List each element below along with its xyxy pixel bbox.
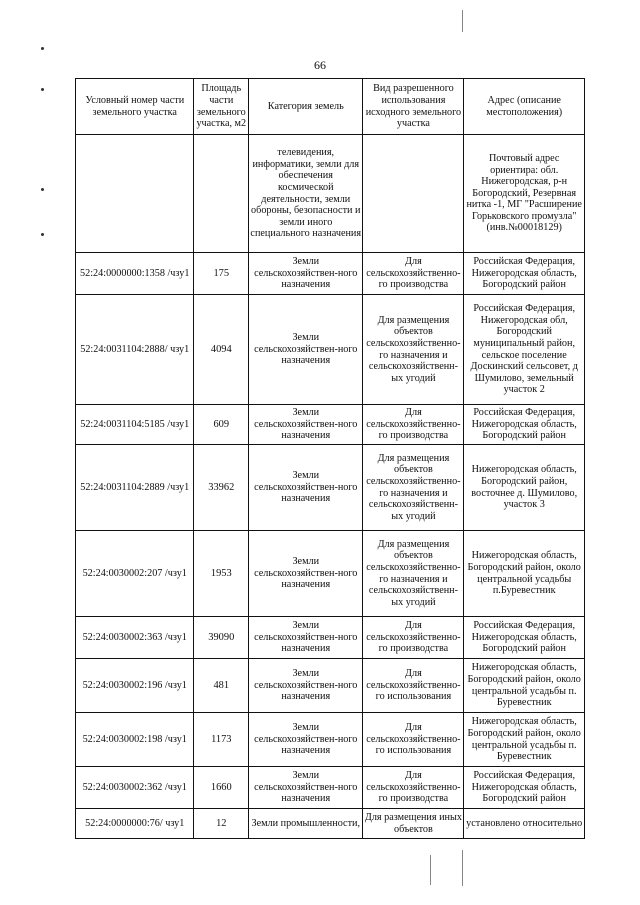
cell-permitted-use: Для сельскохозяйственно-го производства xyxy=(363,405,464,445)
cell-land-category: Земли сельскохозяйствен-ного назначения xyxy=(249,405,363,445)
cell-area: 1173 xyxy=(194,713,249,767)
cell-land-category: Земли сельскохозяйствен-ного назначения xyxy=(249,445,363,531)
cell-land-category: телевидения, информатики, земли для обеспечения космической деятельности, земли обороны, безопасности и земли иного специального назначения xyxy=(249,135,363,253)
cell-land-category: Земли сельскохозяйствен-ного назначения xyxy=(249,713,363,767)
cell-permitted-use: Для сельскохозяйственно-го производства xyxy=(363,253,464,295)
table-row xyxy=(76,809,585,839)
cell-address: Российская Федерация, Нижегородская область, Богородский район xyxy=(464,767,585,809)
table-row xyxy=(76,295,585,405)
cell-area: 4094 xyxy=(194,295,249,405)
cell-area: 39090 xyxy=(194,617,249,659)
cell-cadastral-number: 52:24:0031104:2888/ чзу1 xyxy=(76,295,194,405)
cell-address: Нижегородская область, Богородский район, около центральной усадьбы п. Буревестник xyxy=(464,713,585,767)
cell-permitted-use: Для сельскохозяйственно-го использования xyxy=(363,659,464,713)
cell-permitted-use: Для размещения объектов сельскохозяйственно-го назначения и сельскохозяйственн-ых угодий xyxy=(363,295,464,405)
cell-area xyxy=(194,135,249,253)
cell-cadastral-number: 52:24:0031104:5185 /чзу1 xyxy=(76,405,194,445)
cell-cadastral-number: 52:24:0030002:207 /чзу1 xyxy=(76,531,194,617)
header-cadastral-number: Условный номер части земельного участка xyxy=(76,79,194,135)
land-plots-table xyxy=(75,78,585,839)
cell-land-category: Земли сельскохозяйствен-ного назначения xyxy=(249,531,363,617)
table-row xyxy=(76,617,585,659)
cell-land-category: Земли сельскохозяйствен-ного назначения xyxy=(249,659,363,713)
cell-area: 1660 xyxy=(194,767,249,809)
cell-permitted-use xyxy=(363,135,464,253)
scan-dot xyxy=(41,47,44,50)
scan-speck xyxy=(462,10,463,32)
cell-area: 1953 xyxy=(194,531,249,617)
cell-area: 609 xyxy=(194,405,249,445)
cell-address: Нижегородская область, Богородский район, около центральной усадьбы п.Буревестник xyxy=(464,531,585,617)
table-row xyxy=(76,253,585,295)
cell-land-category: Земли сельскохозяйствен-ного назначения xyxy=(249,253,363,295)
cell-cadastral-number: 52:24:0030002:362 /чзу1 xyxy=(76,767,194,809)
cell-area: 175 xyxy=(194,253,249,295)
cell-address: Российская Федерация, Нижегородская обл, Богородский муниципальный район, сельское поселение Доскинский сельсовет, д Шумилово, земельный участок 2 xyxy=(464,295,585,405)
cell-land-category: Земли сельскохозяйствен-ного назначения xyxy=(249,767,363,809)
table-row xyxy=(76,405,585,445)
cell-cadastral-number: 52:24:0000000:76/ чзу1 xyxy=(76,809,194,839)
cell-permitted-use: Для сельскохозяйственно-го производства xyxy=(363,767,464,809)
cell-cadastral-number xyxy=(76,135,194,253)
table-row xyxy=(76,659,585,713)
table-row xyxy=(76,135,585,253)
cell-permitted-use: Для размещения иных объектов xyxy=(363,809,464,839)
table-header-row xyxy=(76,79,585,135)
cell-address: Почтовый адрес ориентира: обл. Нижегородская, р-н Богородский, Резервная нитка -1, МГ "Расширение Горьковского промузла" (инв.№00018129) xyxy=(464,135,585,253)
cell-cadastral-number: 52:24:0031104:2889 /чзу1 xyxy=(76,445,194,531)
cell-land-category: Земли сельскохозяйствен-ного назначения xyxy=(249,295,363,405)
header-permitted-use: Вид разрешенного использования исходного земельного участка xyxy=(363,79,464,135)
cell-area: 33962 xyxy=(194,445,249,531)
cell-land-category: Земли промышленности, xyxy=(249,809,363,839)
cell-area: 12 xyxy=(194,809,249,839)
cell-cadastral-number: 52:24:0000000:1358 /чзу1 xyxy=(76,253,194,295)
cell-address: Нижегородская область, Богородский район, восточнее д. Шумилово, участок 3 xyxy=(464,445,585,531)
table-row xyxy=(76,445,585,531)
cell-permitted-use: Для сельскохозяйственно-го использования xyxy=(363,713,464,767)
cell-address: установлено относительно xyxy=(464,809,585,839)
header-land-category: Категория земель xyxy=(249,79,363,135)
cell-address: Российская Федерация, Нижегородская область, Богородский район xyxy=(464,253,585,295)
header-area: Площадь части земельного участка, м2 xyxy=(194,79,249,135)
cell-cadastral-number: 52:24:0030002:196 /чзу1 xyxy=(76,659,194,713)
scan-dot xyxy=(41,88,44,91)
table-row xyxy=(76,531,585,617)
cell-permitted-use: Для сельскохозяйственно-го производства xyxy=(363,617,464,659)
cell-permitted-use: Для размещения объектов сельскохозяйственно-го назначения и сельскохозяйственн-ых угодий xyxy=(363,445,464,531)
scan-speck xyxy=(462,850,463,886)
table-row xyxy=(76,767,585,809)
cell-address: Российская Федерация, Нижегородская область, Богородский район xyxy=(464,405,585,445)
cell-area: 481 xyxy=(194,659,249,713)
table-row xyxy=(76,713,585,767)
cell-address: Нижегородская область, Богородский район, около центральной усадьбы п. Буревестник xyxy=(464,659,585,713)
cell-address: Российская Федерация, Нижегородская область, Богородский район xyxy=(464,617,585,659)
scan-dot xyxy=(41,188,44,191)
header-address: Адрес (описание местоположения) xyxy=(464,79,585,135)
scan-dot xyxy=(41,233,44,236)
cell-permitted-use: Для размещения объектов сельскохозяйственно-го назначения и сельскохозяйственн-ых угодий xyxy=(363,531,464,617)
cell-cadastral-number: 52:24:0030002:198 /чзу1 xyxy=(76,713,194,767)
page-number: 66 xyxy=(314,58,326,72)
cell-land-category: Земли сельскохозяйствен-ного назначения xyxy=(249,617,363,659)
cell-cadastral-number: 52:24:0030002:363 /чзу1 xyxy=(76,617,194,659)
scan-speck xyxy=(430,855,431,885)
